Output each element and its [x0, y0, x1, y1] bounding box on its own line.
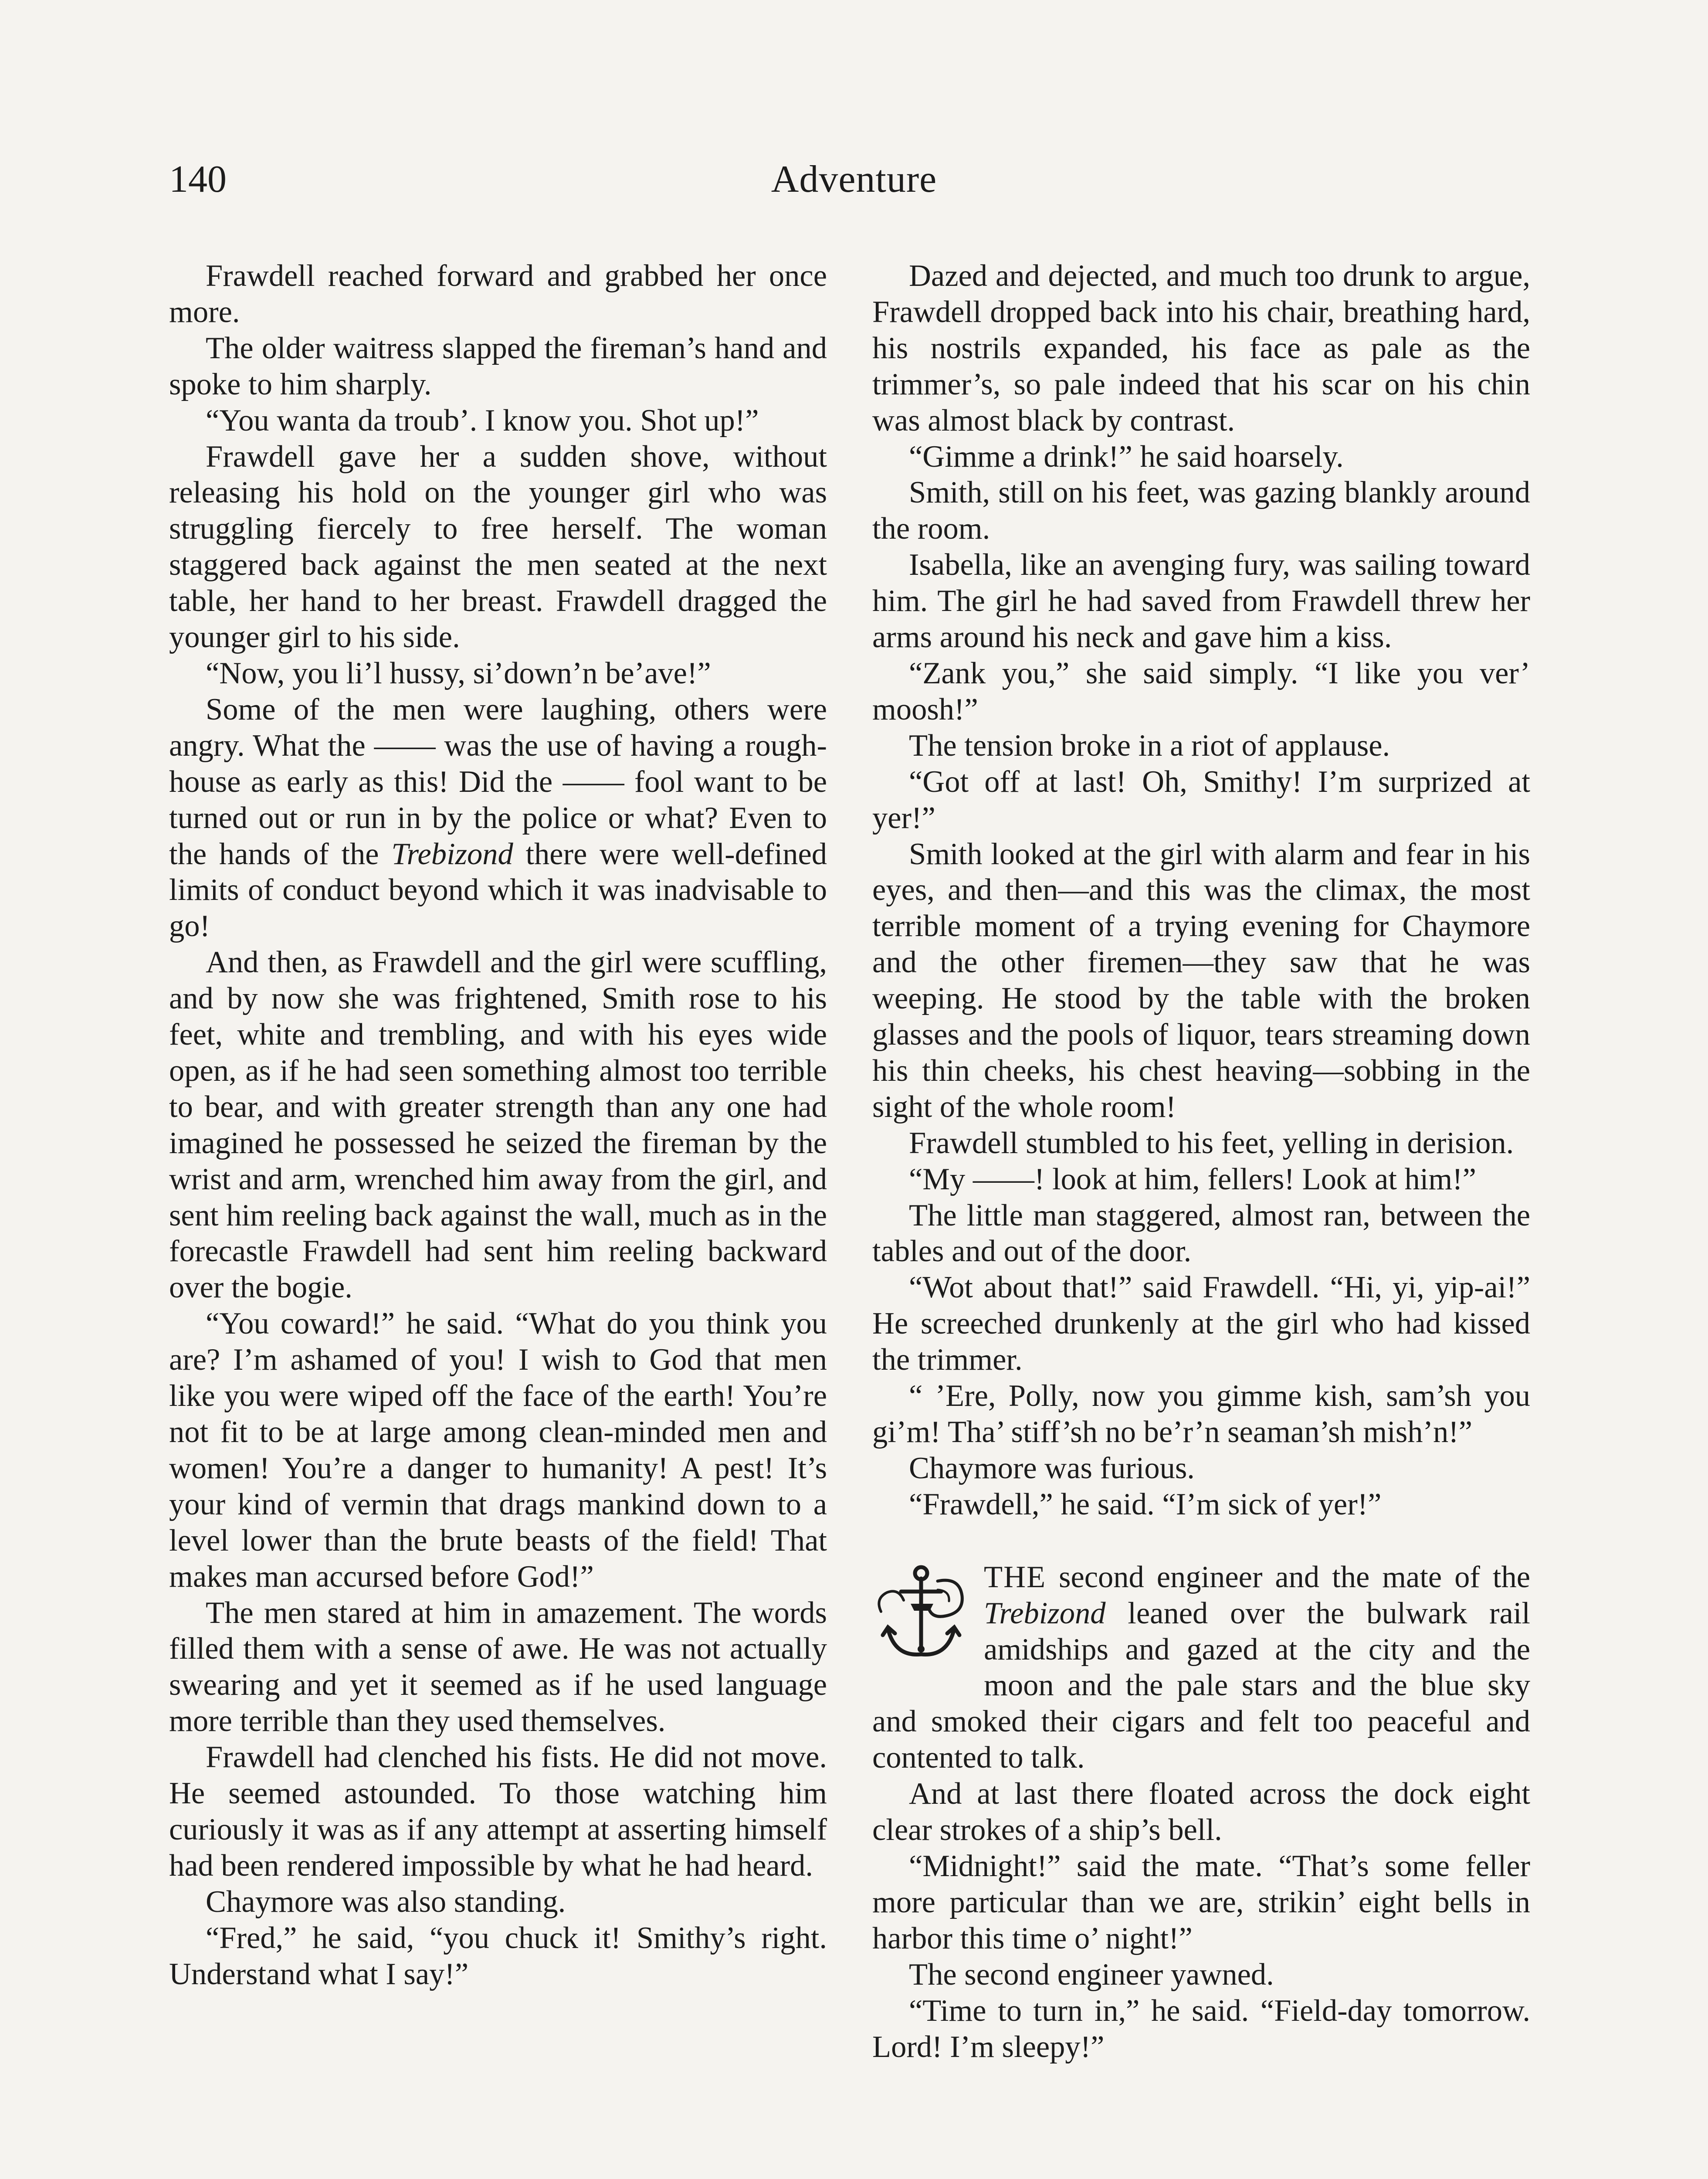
left-column — [169, 258, 827, 1992]
paragraph: “Now, you li’l hussy, si’down’n be’ave!” — [206, 656, 711, 690]
paragraph: Smith, still on his feet, was gazing blankly around the room. — [872, 475, 1530, 546]
paragraph: “ ’Ere, Polly, now you gimme kish, sam’sh you gi’m! Tha’ stiff’sh no be’r’n seaman’sh mish’n!” — [872, 1379, 1530, 1449]
paragraph: The second engineer yawned. — [909, 1957, 1274, 1992]
paragraph: The tension broke in a riot of applause. — [909, 728, 1390, 763]
section-lead-word: THE — [984, 1560, 1047, 1594]
paragraph: Isabella, like an avenging fury, was sailing toward him. The girl he had saved from Frawdell threw her arms around his neck and gave him a kiss. — [872, 548, 1530, 655]
paragraph: Frawdell reached forward and grabbed her once more. — [169, 259, 827, 329]
paragraph: And then, as Frawdell and the girl were scuffling, and by now she was frightened, Smith rose to his feet, white and trembling, and with his eyes wide open, as if he had seen something almost too terrible to bear, and with greater strength than any one had imagined he possessed he seized the fireman by the wrist and arm, wrenched him away from the girl, and sent him reeling back against the wall, much as in the forecastle Frawdell had sent him reeling backward over the bogie. — [169, 945, 827, 1305]
page-number: 140 — [169, 158, 227, 200]
paragraph: Smith looked at the girl with alarm and fear in his eyes, and then—and this was the climax, the most terrible moment of a trying evening for Chaymore and the other firemen—they saw that he was weeping. He stood by the table with the broken glasses and the pools of liquor, tears streaming down his thin cheeks, his chest heaving—sobbing in the sight of the whole room! — [872, 837, 1530, 1124]
paragraph: “Time to turn in,” he said. “Field-day tomorrow. Lord! I’m sleepy!” — [872, 1993, 1530, 2064]
paragraph: “You wanta da troub’. I know you. Shot up!” — [206, 403, 759, 438]
paragraph: Frawdell gave her a sudden shove, without releasing his hold on the younger girl who was struggling fiercely to free herself. The woman staggered back against the men seated at the next table, her hand to her breast. Frawdell dragged the younger girl to his side. — [169, 439, 827, 655]
right-column — [872, 258, 1530, 2065]
paragraph: Dazed and dejected, and much too drunk to argue, Frawdell dropped back into his chair, breathing hard, his nostrils expanded, his face as pale as the trimmer’s, so pale indeed that his scar on his chin was almost black by contrast. — [872, 259, 1530, 438]
paragraph: “My ——! look at him, fellers! Look at him!” — [909, 1162, 1476, 1196]
paragraph: The men stared at him in amazement. The words filled them with a sense of awe. He was not actually swearing and yet it seemed as if he used language more terrible than they used themselves. — [169, 1595, 827, 1738]
section-lead-tail: leaned over the bulwark rail amidships and gazed at the city and the moon and the pale stars and the blue sky and smoked their cigars and felt too peaceful and contented to talk. — [872, 1596, 1530, 1775]
paragraph: “Zank you,” she said simply. “I like you ver’ moosh!” — [872, 656, 1530, 726]
paragraph: “Fred,” he said, “you chuck it! Smithy’s right. Understand what I say!” — [169, 1921, 827, 1991]
section-break — [872, 1523, 1530, 1559]
paragraph: The little man staggered, almost ran, between the tables and out of the door. — [872, 1198, 1530, 1269]
paragraph: Chaymore was furious. — [909, 1451, 1195, 1485]
ship-name: Trebizond — [984, 1596, 1106, 1630]
anchor-icon — [872, 1564, 973, 1671]
paragraph: “Midnight!” said the mate. “That’s some feller more particular than we are, strikin’ eight bells in harbor this time o’ night!” — [872, 1849, 1530, 1955]
paragraph: Frawdell stumbled to his feet, yelling in derision. — [909, 1126, 1514, 1160]
paragraph: “Wot about that!” said Frawdell. “Hi, yi, yip-ai!” He screeched drunkenly at the girl who had kissed the trimmer. — [872, 1270, 1530, 1377]
paragraph: Some of the men were laughing, others were angry. What the —— was the use of having a rough-house as early as this! Did the —— fool want to be turned out or run in by the police or what? Even to the hands of the Trebizond there were well-defined limits of conduct beyond which it was inadvisable to go! — [169, 692, 827, 944]
paragraph: “Got off at last! Oh, Smithy! I’m surprized at yer!” — [872, 764, 1530, 835]
paragraph: “Gimme a drink!” he said hoarsely. — [909, 439, 1344, 474]
paragraph: Frawdell had clenched his fists. He did not move. He seemed astounded. To those watching him curiously it was as if any attempt at asserting himself had been rendered impossible by what he had heard. — [169, 1740, 827, 1883]
paragraph: And at last there floated across the dock eight clear strokes of a ship’s bell. — [872, 1777, 1530, 1847]
paragraph: “Frawdell,” he said. “I’m sick of yer!” — [909, 1487, 1382, 1521]
running-title: Adventure — [771, 158, 937, 200]
section-opening-paragraph — [872, 1559, 1530, 1776]
paragraph: Chaymore was also standing. — [206, 1884, 566, 1919]
paragraph: “You coward!” he said. “What do you think you are? I’m ashamed of you! I wish to God that men like you were wiped off the face of the earth! You’re not fit to be at large among clean-minded men and women! You’re a danger to humanity! A pest! It’s your kind of vermin that drags mankind down to a level lower than the brute beasts of the field! That makes man accursed before God!” — [169, 1307, 827, 1594]
ship-name: Trebizond — [391, 837, 513, 871]
section-lead-text: second engineer and the mate of the — [1046, 1560, 1530, 1594]
paragraph: The older waitress slapped the fireman’s hand and spoke to him sharply. — [169, 331, 827, 401]
